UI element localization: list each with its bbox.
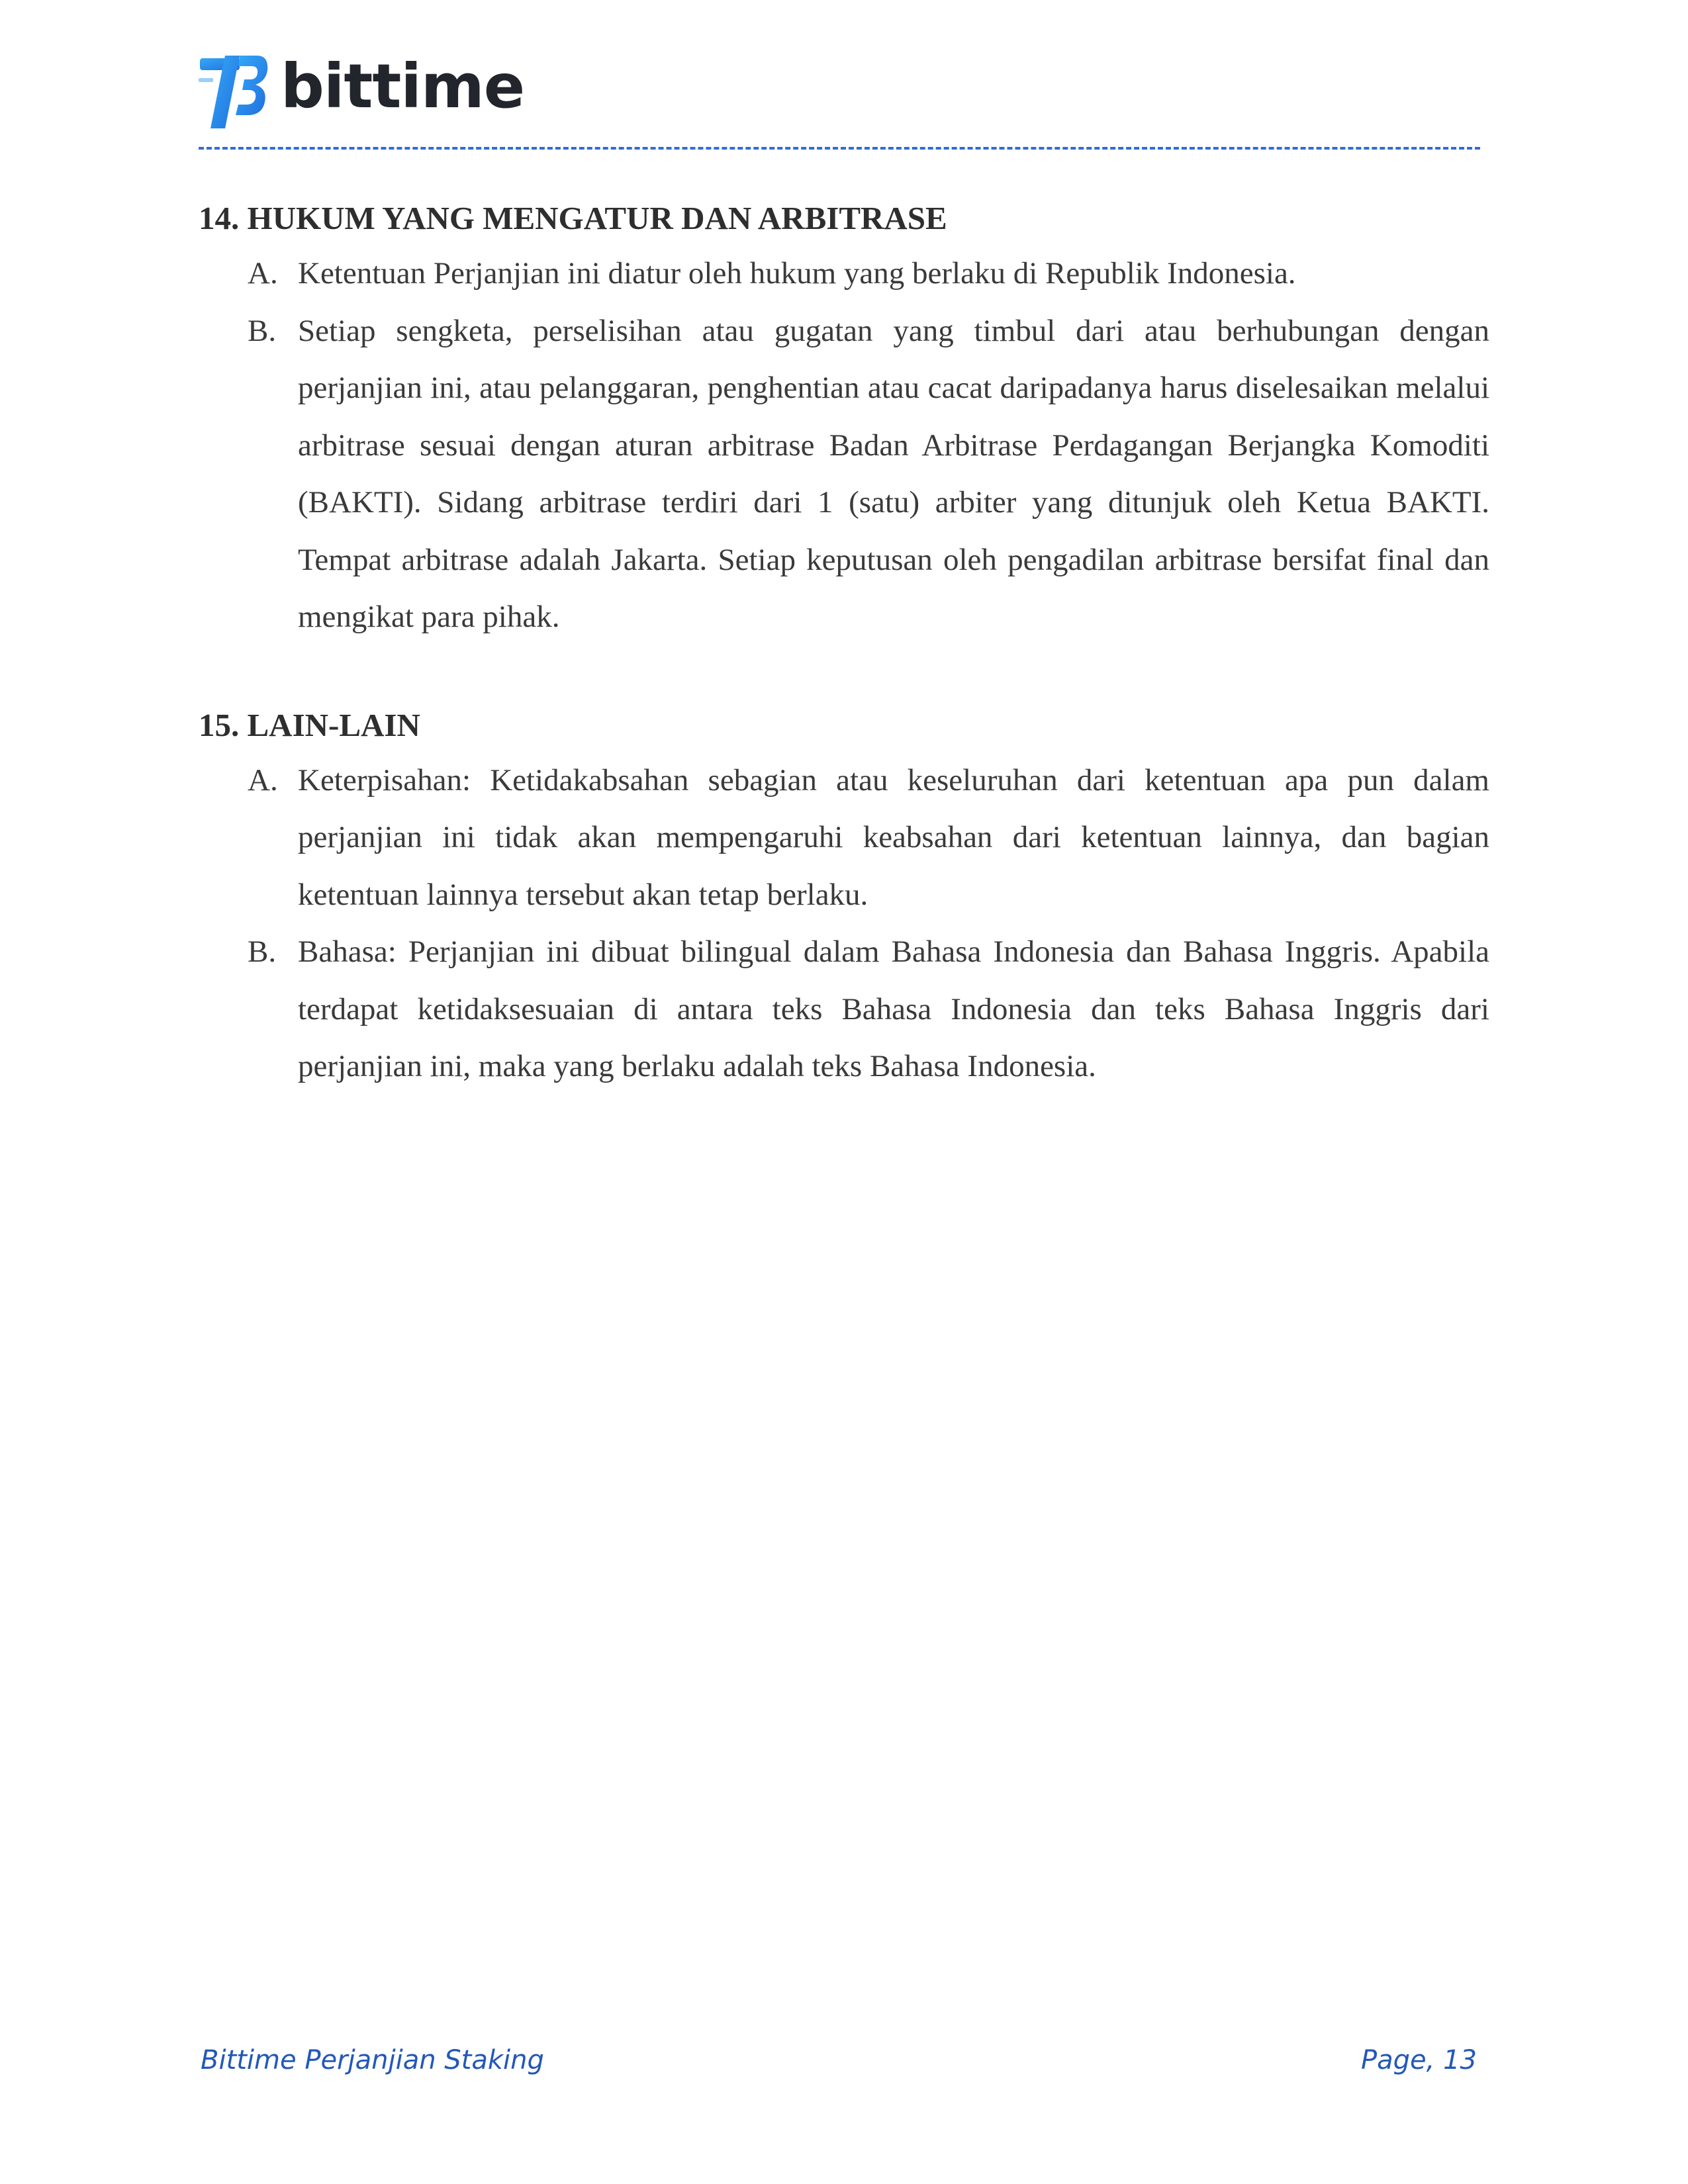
footer-page-number: Page, 13 [1361,2045,1477,2075]
header-divider [199,147,1480,150]
section-heading: 15. LAIN-LAIN [199,706,420,743]
clause-text: Ketentuan Perjanjian ini diatur oleh hukum yang berlaku di Republik Indonesia. [298,256,1296,291]
document-body [199,192,1489,1148]
clause-text: Keterpisahan: Ketidakabsahan sebagian atau keseluruhan dari ketentuan apa pun dalam perjanjian ini tidak akan mempengaruhi keabsahan dari ketentuan lainnya, dan bagian ketentuan lainnya tersebut akan tetap berlaku. [298,762,1489,912]
footer-document-title: Bittime Perjanjian Staking [201,2045,544,2075]
clause-item [199,302,1489,646]
bittime-logo-icon [199,44,277,130]
clause-text: Bahasa: Perjanjian ini dibuat bilingual dalam Bahasa Indonesia dan Bahasa Inggris. Apabila terdapat ketidaksesuaian di antara teks Bahasa Indonesia dan teks Bahasa Inggris dari perjanjian ini, maka yang berlaku adalah teks Bahasa Indonesia. [298,934,1489,1083]
clause-item [199,245,1489,302]
section-miscellaneous [199,699,1489,1095]
clause-text: Setiap sengketa, perselisihan atau gugatan yang timbul dari atau berhubungan dengan perjanjian ini, atau pelanggaran, penghentian atau cacat daripadanya harus diselesaikan melalui arbitrase sesuai dengan aturan arbitrase Badan Arbitrase Perdagangan Berjangka Komoditi (BAKTI). Sidang arbitrase terdiri dari 1 (satu) arbiter yang ditunjuk oleh Ketua BAKTI. Tempat arbitrase adalah Jakarta. Setiap keputusan oleh pengadilan arbitrase bersifat final dan mengikat para pihak. [298,313,1489,634]
clause-marker: A. [248,256,278,291]
section-heading: 14. HUKUM YANG MENGATUR DAN ARBITRASE [199,200,947,236]
clause-list [199,752,1489,1095]
clause-item [199,923,1489,1095]
clause-item [199,752,1489,924]
clause-marker: A. [248,762,278,797]
clause-list [199,245,1489,646]
clause-marker: B. [248,313,277,348]
brand-logo [199,44,524,130]
section-governing-law [199,192,1489,646]
clause-marker: B. [248,934,277,969]
logo-wordmark: bittime [281,51,525,122]
